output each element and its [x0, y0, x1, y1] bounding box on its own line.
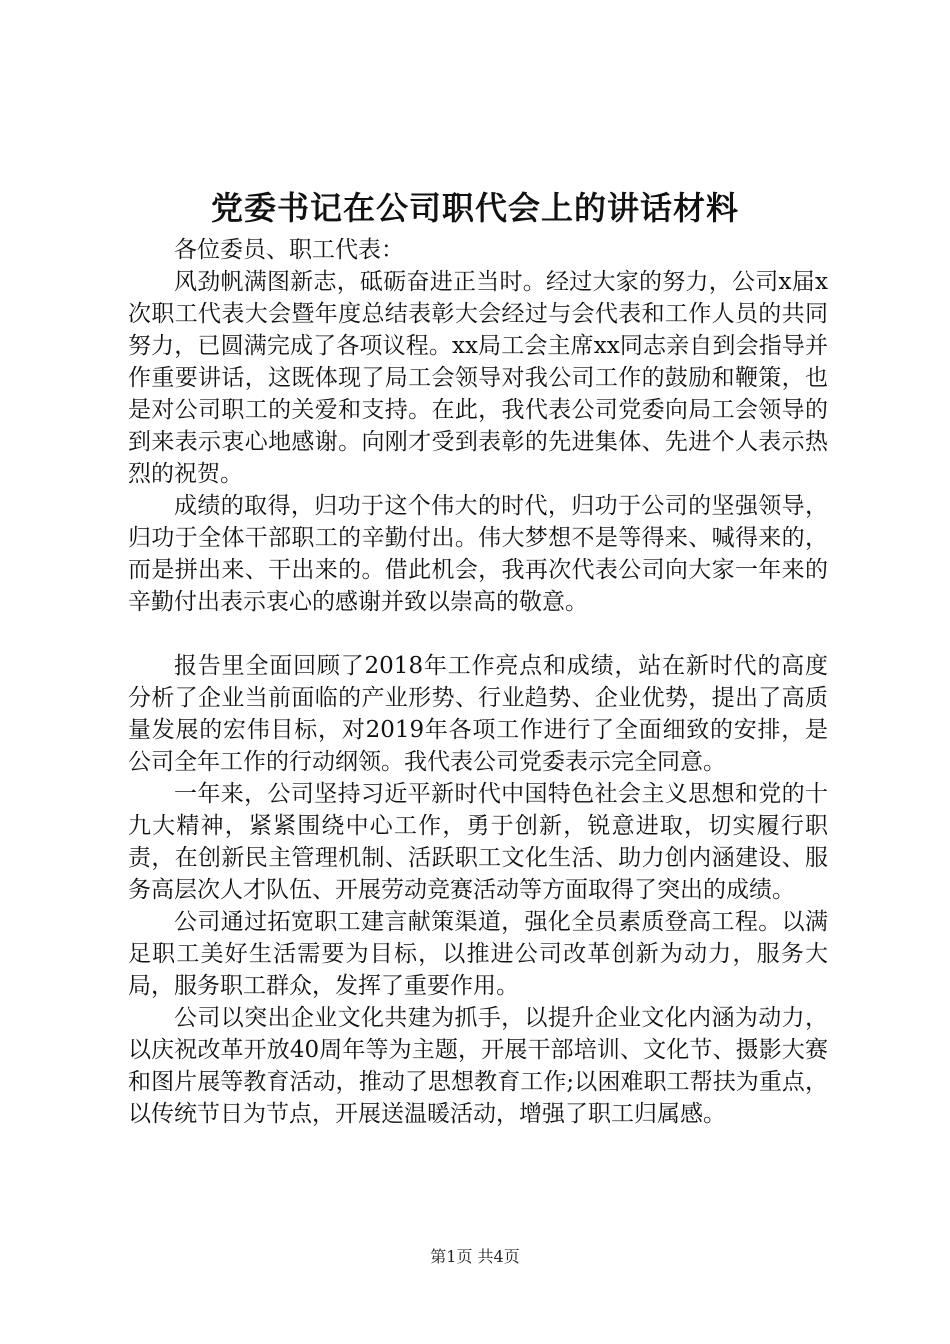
- salutation: 各位委员、职工代表：: [174, 237, 404, 263]
- paragraph-5: 公司通过拓宽职工建言献策渠道，强化全员素质登高工程。以满足职工美好生活需要为目标，以推进公司改革创新为动力，服务大局，服务职工群众，发挥了重要作用。: [128, 909, 828, 999]
- paragraph-1: 风劲帆满图新志，砥砺奋进正当时。经过大家的努力，公司x届x次职工代表大会暨年度总结表彰大会经过与会代表和工作人员的共同努力，已圆满完成了各项议程。xx局工会主席xx同志亲自到会指导并作重要讲话，这既体现了局工会领导对我公司工作的鼓励和鞭策，也是对公司职工的关爱和支持。在此，我代表公司党委向局工会领导的到来表示衷心地感谢。向刚才受到表彰的先进集体、先进个人表示热烈的祝贺。: [128, 269, 828, 487]
- paragraph-spacer: [128, 618, 828, 650]
- document-title: 党委书记在公司职代会上的讲话材料: [210, 189, 739, 227]
- paragraph-3: 报告里全面回顾了2018年工作亮点和成绩，站在新时代的高度分析了企业当前面临的产业形势、行业趋势、企业优势，提出了高质量发展的宏伟目标，对2019年各项工作进行了全面细致的安排，是公司全年工作的行动纲领。我代表公司党委表示完全同意。: [128, 653, 828, 775]
- document-body: [128, 234, 828, 1130]
- paragraph-6: 公司以突出企业文化共建为抓手，以提升企业文化内涵为动力，以庆祝改革开放40周年等为主题，开展干部培训、文化节、摄影大赛和图片展等教育活动，推动了思想教育工作;以困难职工帮扶为重点，以传统节日为节点，开展送温暖活动，增强了职工归属感。: [128, 1005, 828, 1127]
- paragraph-4: 一年来，公司坚持习近平新时代中国特色社会主义思想和党的十九大精神，紧紧围绕中心工作，勇于创新，锐意进取，切实履行职责，在创新民主管理机制、活跃职工文化生活、助力创内涵建设、服务高层次人才队伍、开展劳动竞赛活动等方面取得了突出的成绩。: [128, 781, 828, 903]
- paragraph-2: 成绩的取得，归功于这个伟大的时代，归功于公司的坚强领导，归功于全体干部职工的辛勤付出。伟大梦想不是等得来、喊得来的，而是拼出来、干出来的。借此机会，我再次代表公司向大家一年来的辛勤付出表示衷心的感谢并致以崇高的敬意。: [128, 493, 828, 615]
- page-number-footer: 第1页 共4页: [430, 1247, 520, 1266]
